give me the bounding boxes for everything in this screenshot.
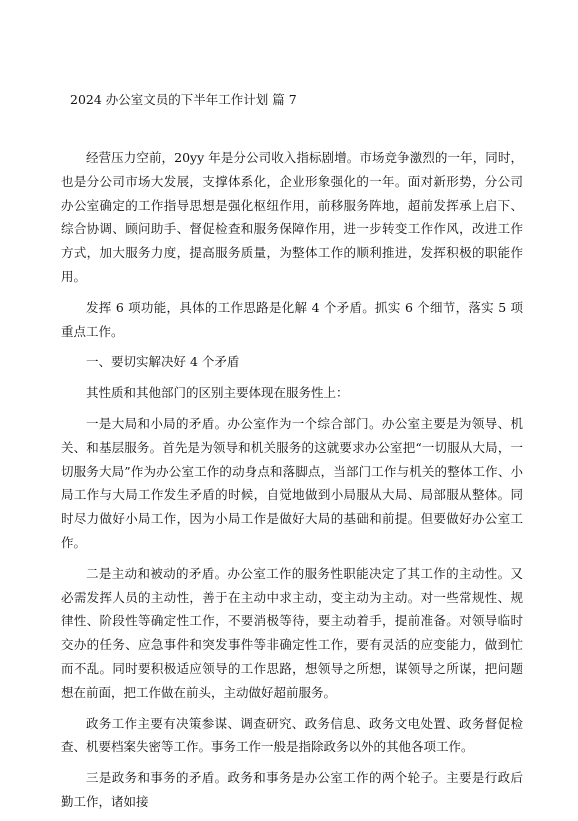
- document-title: 2024 办公室文员的下半年工作计划 篇 7: [70, 92, 297, 107]
- paragraph: 二是主动和被动的矛盾。办公室工作的服务性职能决定了其工作的主动性。又必需发挥人员的主动性，善于在主动中求主动，变主动为主动。对一些常规性、规律性、阶段性等确定性工作，不要消极等待，要主动着手，提前准备。对领导临时交办的任务、应急事件和突发事件等非确定性工作，要有灵活的应变能力，做到忙而不乱。同时要积极适应领导的工作思路，想领导之所想，谋领导之所谋，把问题想在前面，把工作做在前头，主动做好超前服务。: [61, 565, 523, 700]
- paragraph: 政务工作主要有决策参谋、调查研究、政务信息、政务文电处置、政务督促检查、机要档案失密等工作。事务工作一般是指除政务以外的其他各项工作。: [61, 715, 523, 755]
- paragraph: 其性质和其他部门的区别主要体现在服务性上：: [86, 385, 349, 401]
- document-body: [61, 146, 523, 821]
- paragraph: 三是政务和事务的矛盾。政务和事务是办公室工作的两个轮子。主要是行政后勤工作，诸如接: [61, 770, 523, 809]
- paragraph: 一是大局和小局的矛盾。办公室作为一个综合部门。办公室主要是为领导、机关、和基层服务。首先是为领导和机关服务的这就要求办公室把“一切服从大局，一切服务大局”作为办公室工作的动身点和落脚点，当部门工作与机关的整体工作、小局工作与大局工作发生矛盾的时候，自觉地做到小局服从大局、局部服从整体。同时尽力做好小局工作，因为小局工作是做好大局的基础和前提。但要做好办公室工作。: [61, 415, 523, 550]
- paragraph: 发挥 6 项功能，具体的工作思路是化解 4 个矛盾。抓实 6 个细节，落实 5 项重点工作。: [61, 299, 523, 339]
- paragraph: 经营压力空前，20yy 年是分公司收入指标剧增。市场竞争激烈的一年，同时，也是分公司市场大发展，支撑体系化，企业形象强化的一年。面对新形势，分公司办公室确定的工作指导思想是强化枢纽作用，前移服务阵地，超前发挥承上启下、综合协调、顾问助手、督促检查和服务保障作用，进一步转变工作作风，改进工作方式，加大服务力度，提高服务质量，为整体工作的顺利推进，发挥积极的职能作用。: [61, 150, 523, 284]
- section-heading: 一、要切实解决好 4 个矛盾: [86, 354, 240, 370]
